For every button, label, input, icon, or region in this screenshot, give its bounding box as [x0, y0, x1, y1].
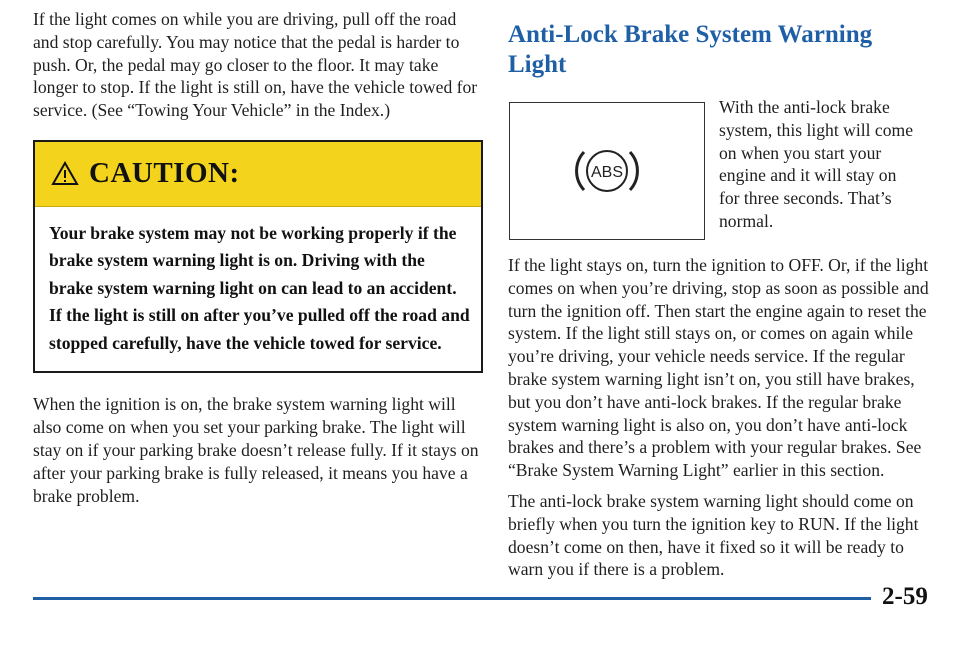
caution-text: Your brake system may not be working properly if the brake system warning light is on. Driving with the brake system warning light on can lead to an accident. If the light is still on after you’ve pulled off the road and stopped carefully, have the vehicle towed for service. — [49, 222, 470, 353]
footer-rule — [33, 597, 871, 600]
abs-intro-paragraph: With the anti-lock brake system, this light will come on when you start your engine and it will stay on for three seconds. That’s normal. — [719, 97, 914, 231]
warning-triangle-icon — [51, 161, 89, 186]
right-column — [508, 20, 933, 581]
caution-title: CAUTION: — [89, 157, 240, 190]
page-number: 2-59 — [882, 583, 928, 610]
abs-icon — [562, 136, 652, 206]
abs-intro-row — [508, 92, 933, 240]
abs-warning-light-figure — [509, 102, 705, 240]
parking-brake-paragraph: When the ignition is on, the brake system warning light will also come on when you set your parking brake. The light will stay on if your parking brake doesn’t release fully. If it stays on after your parking brake is fully released, it means you have a brake problem. — [33, 394, 479, 506]
section-heading: Anti-Lock Brake System Warning Light — [508, 21, 873, 78]
abs-intro-text — [719, 96, 919, 233]
abs-check-paragraph: The anti-lock brake system warning light should come on briefly when you turn the ignition key to RUN. If the light doesn’t come on then, have it fixed so it will be ready to warn you if there is a problem. — [508, 490, 919, 580]
left-column — [33, 8, 483, 507]
abs-icon-label: ABS — [590, 164, 624, 181]
abs-stays-on-paragraph: If the light stays on, turn the ignition to OFF. Or, if the light comes on when you’re driving, stop as soon as possible and turn the ignition off. Then start the engine again to reset the system. If the light still stays on, or comes on again while you’re driving, your vehicle needs service. If the regular brake system warning light isn’t on, you still have brakes, but you don’t have anti-lock brakes. If the regular brake system warning light is also on, you don’t have anti-lock brakes and there’s a problem with your regular brakes. See “Brake System Warning Light” earlier in this section. — [508, 255, 929, 481]
caution-header — [35, 142, 481, 207]
caution-box — [33, 140, 483, 374]
brake-light-paragraph: If the light comes on while you are driving, pull off the road and stop carefully. You may notice that the pedal is harder to push. Or, the pedal may go closer to the floor. It may take longer to stop. If the light is still on, have the vehicle towed for service. (See “Towing Your Vehicle” in the Index.) — [33, 9, 478, 121]
